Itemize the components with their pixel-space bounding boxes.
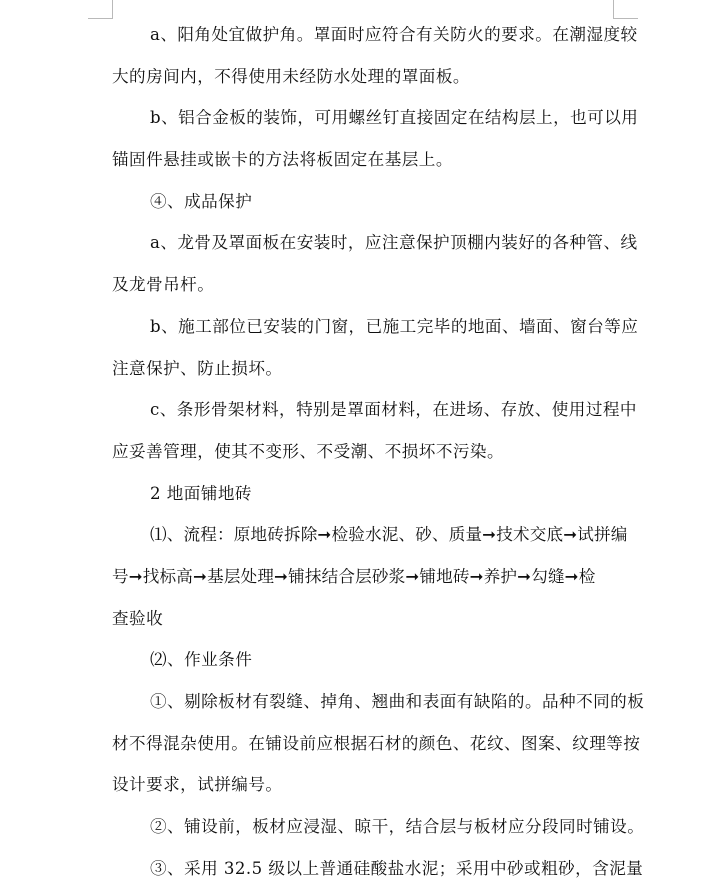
paragraph-line: 及龙骨吊杆。 <box>112 275 215 295</box>
paragraph-line: 号➞找标高➞基层处理➞铺抹结合层砂浆➞铺地砖➞养护➞勾缝➞检 <box>112 566 596 586</box>
paragraph-line: a、龙骨及罩面板在安装时，应注意保护顶棚内装好的各种管、线 <box>150 233 638 253</box>
paragraph-line: 查验收 <box>112 608 164 628</box>
document-body <box>112 14 692 889</box>
margin-corner-mark-left <box>88 0 113 19</box>
paragraph-line: ③、采用 32.5 级以上普通硅酸盐水泥；采用中砂或粗砂，含泥量 <box>150 858 644 878</box>
paragraph-line: 应妥善管理，使其不变形、不受潮、不损坏不污染。 <box>112 441 505 461</box>
paragraph-line: ⑴、流程：原地砖拆除➞检验水泥、砂、质量➞技术交底➞试拼编 <box>150 525 628 545</box>
paragraph-line: b、施工部位已安装的门窗，已施工完毕的地面、墙面、窗台等应 <box>150 316 639 336</box>
paragraph-line: 材不得混杂使用。在铺设前应根据石材的颜色、花纹、图案、纹理等按 <box>112 733 641 753</box>
paragraph-line: 大的房间内，不得使用未经防水处理的罩面板。 <box>112 66 470 86</box>
paragraph-line: 设计要求，试拼编号。 <box>112 775 283 795</box>
paragraph-line: 注意保护、防止损坏。 <box>112 358 283 378</box>
paragraph-line: ①、剔除板材有裂缝、掉角、翘曲和表面有缺陷的。品种不同的板 <box>150 692 645 711</box>
section-heading: 2 地面铺地砖 <box>150 483 252 503</box>
section-heading: ⑵、作业条件 <box>150 650 253 670</box>
paragraph-line: b、铝合金板的装饰，可用螺丝钉直接固定在结构层上，也可以用 <box>150 108 639 128</box>
section-heading: ④、成品保护 <box>150 191 253 211</box>
paragraph-line: 锚固件悬挂或嵌卡的方法将板固定在基层上。 <box>112 150 453 170</box>
paragraph-line: c、条形骨架材料，特别是罩面材料，在进场、存放、使用过程中 <box>150 400 637 420</box>
paragraph-line: a、阳角处宜做护角。罩面时应符合有关防火的要求。在潮湿度较 <box>150 25 638 44</box>
paragraph-line: ②、铺设前，板材应浸湿、晾干，结合层与板材应分段同时铺设。 <box>150 817 645 837</box>
